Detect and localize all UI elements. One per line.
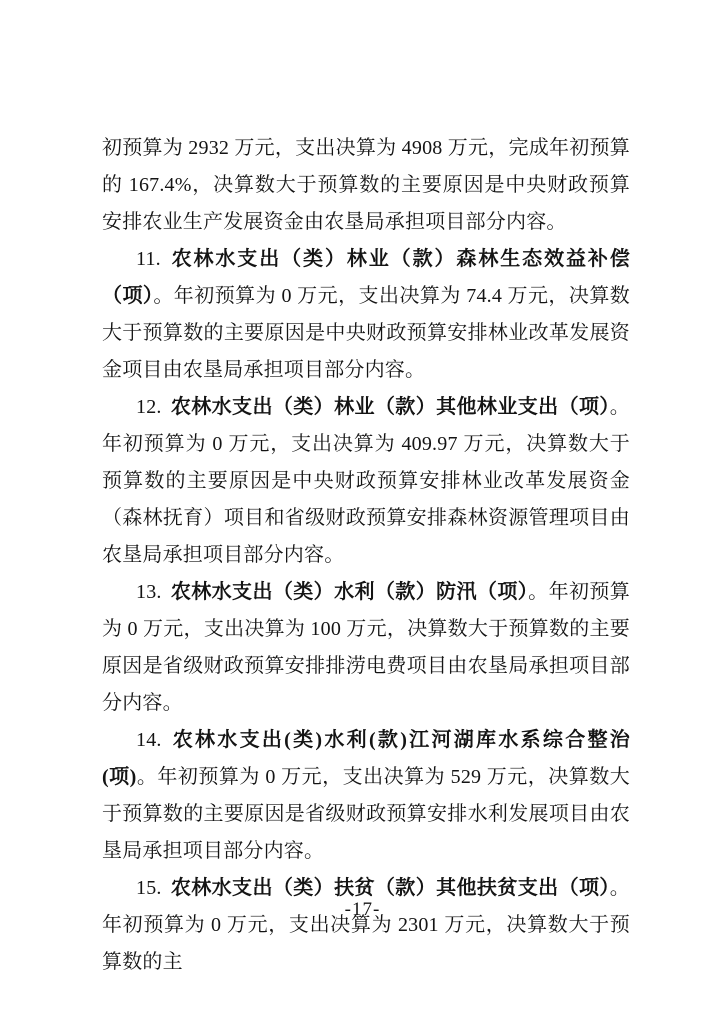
paragraph: [102, 130, 630, 241]
item-number: 14.: [136, 729, 162, 751]
item-heading: 农林水支出(类)水利(款)江河湖库水系综合整治(项): [102, 729, 630, 788]
item-heading: 农林水支出（类）扶贫（款）其他扶贫支出（项）: [170, 877, 610, 899]
item-body: 初预算为 2932 万元，支出决算为 4908 万元，完成年初预算的 167.4%，决算数大于预算数的主要原因是中央财政预算安排农业生产发展资金由农垦局承担项目部分内容。: [102, 137, 630, 233]
item-number: 12.: [136, 396, 162, 418]
item-number: 13.: [136, 581, 162, 603]
paragraph: [102, 870, 630, 981]
paragraph: [102, 574, 630, 722]
paragraph: [102, 241, 630, 389]
item-heading: 农林水支出（类）林业（款）森林生态效益补偿（项）: [102, 248, 630, 307]
item-heading: 农林水支出（类）水利（款）防汛（项）: [170, 581, 529, 603]
item-body: 。年初预算为 0 万元，支出决算为 74.4 万元，决算数大于预算数的主要原因是中央财政预算安排林业改革发展资金项目由农垦局承担项目部分内容。: [102, 285, 630, 381]
page-number: -17-: [344, 899, 381, 920]
item-heading: 农林水支出（类）林业（款）其他林业支出（项）: [170, 396, 610, 418]
item-body: 。年初预算为 0 万元，支出决算为 529 万元，决算数大于预算数的主要原因是省级财政预算安排水利发展项目由农垦局承担项目部分内容。: [102, 766, 630, 862]
item-body: 。年初预算为 0 万元，支出决算为 409.97 万元，决算数大于预算数的主要原因是中央财政预算安排林业改革发展资金（森林抚育）项目和省级财政预算安排森林资源管理项目由农垦局承担项目部分内容。: [102, 396, 630, 566]
item-body: 。年初预算为 0 万元，支出决算为 100 万元，决算数大于预算数的主要原因是省级财政预算安排排涝电费项目由农垦局承担项目部分内容。: [102, 581, 631, 714]
item-number: 15.: [136, 877, 162, 899]
item-body: 。年初预算为 0 万元，支出决算为 2301 万元，决算数大于预算数的主: [102, 877, 630, 973]
paragraph: [102, 389, 630, 574]
paragraph: [102, 722, 630, 870]
item-number: 11.: [136, 248, 161, 270]
page-body: [102, 130, 630, 981]
